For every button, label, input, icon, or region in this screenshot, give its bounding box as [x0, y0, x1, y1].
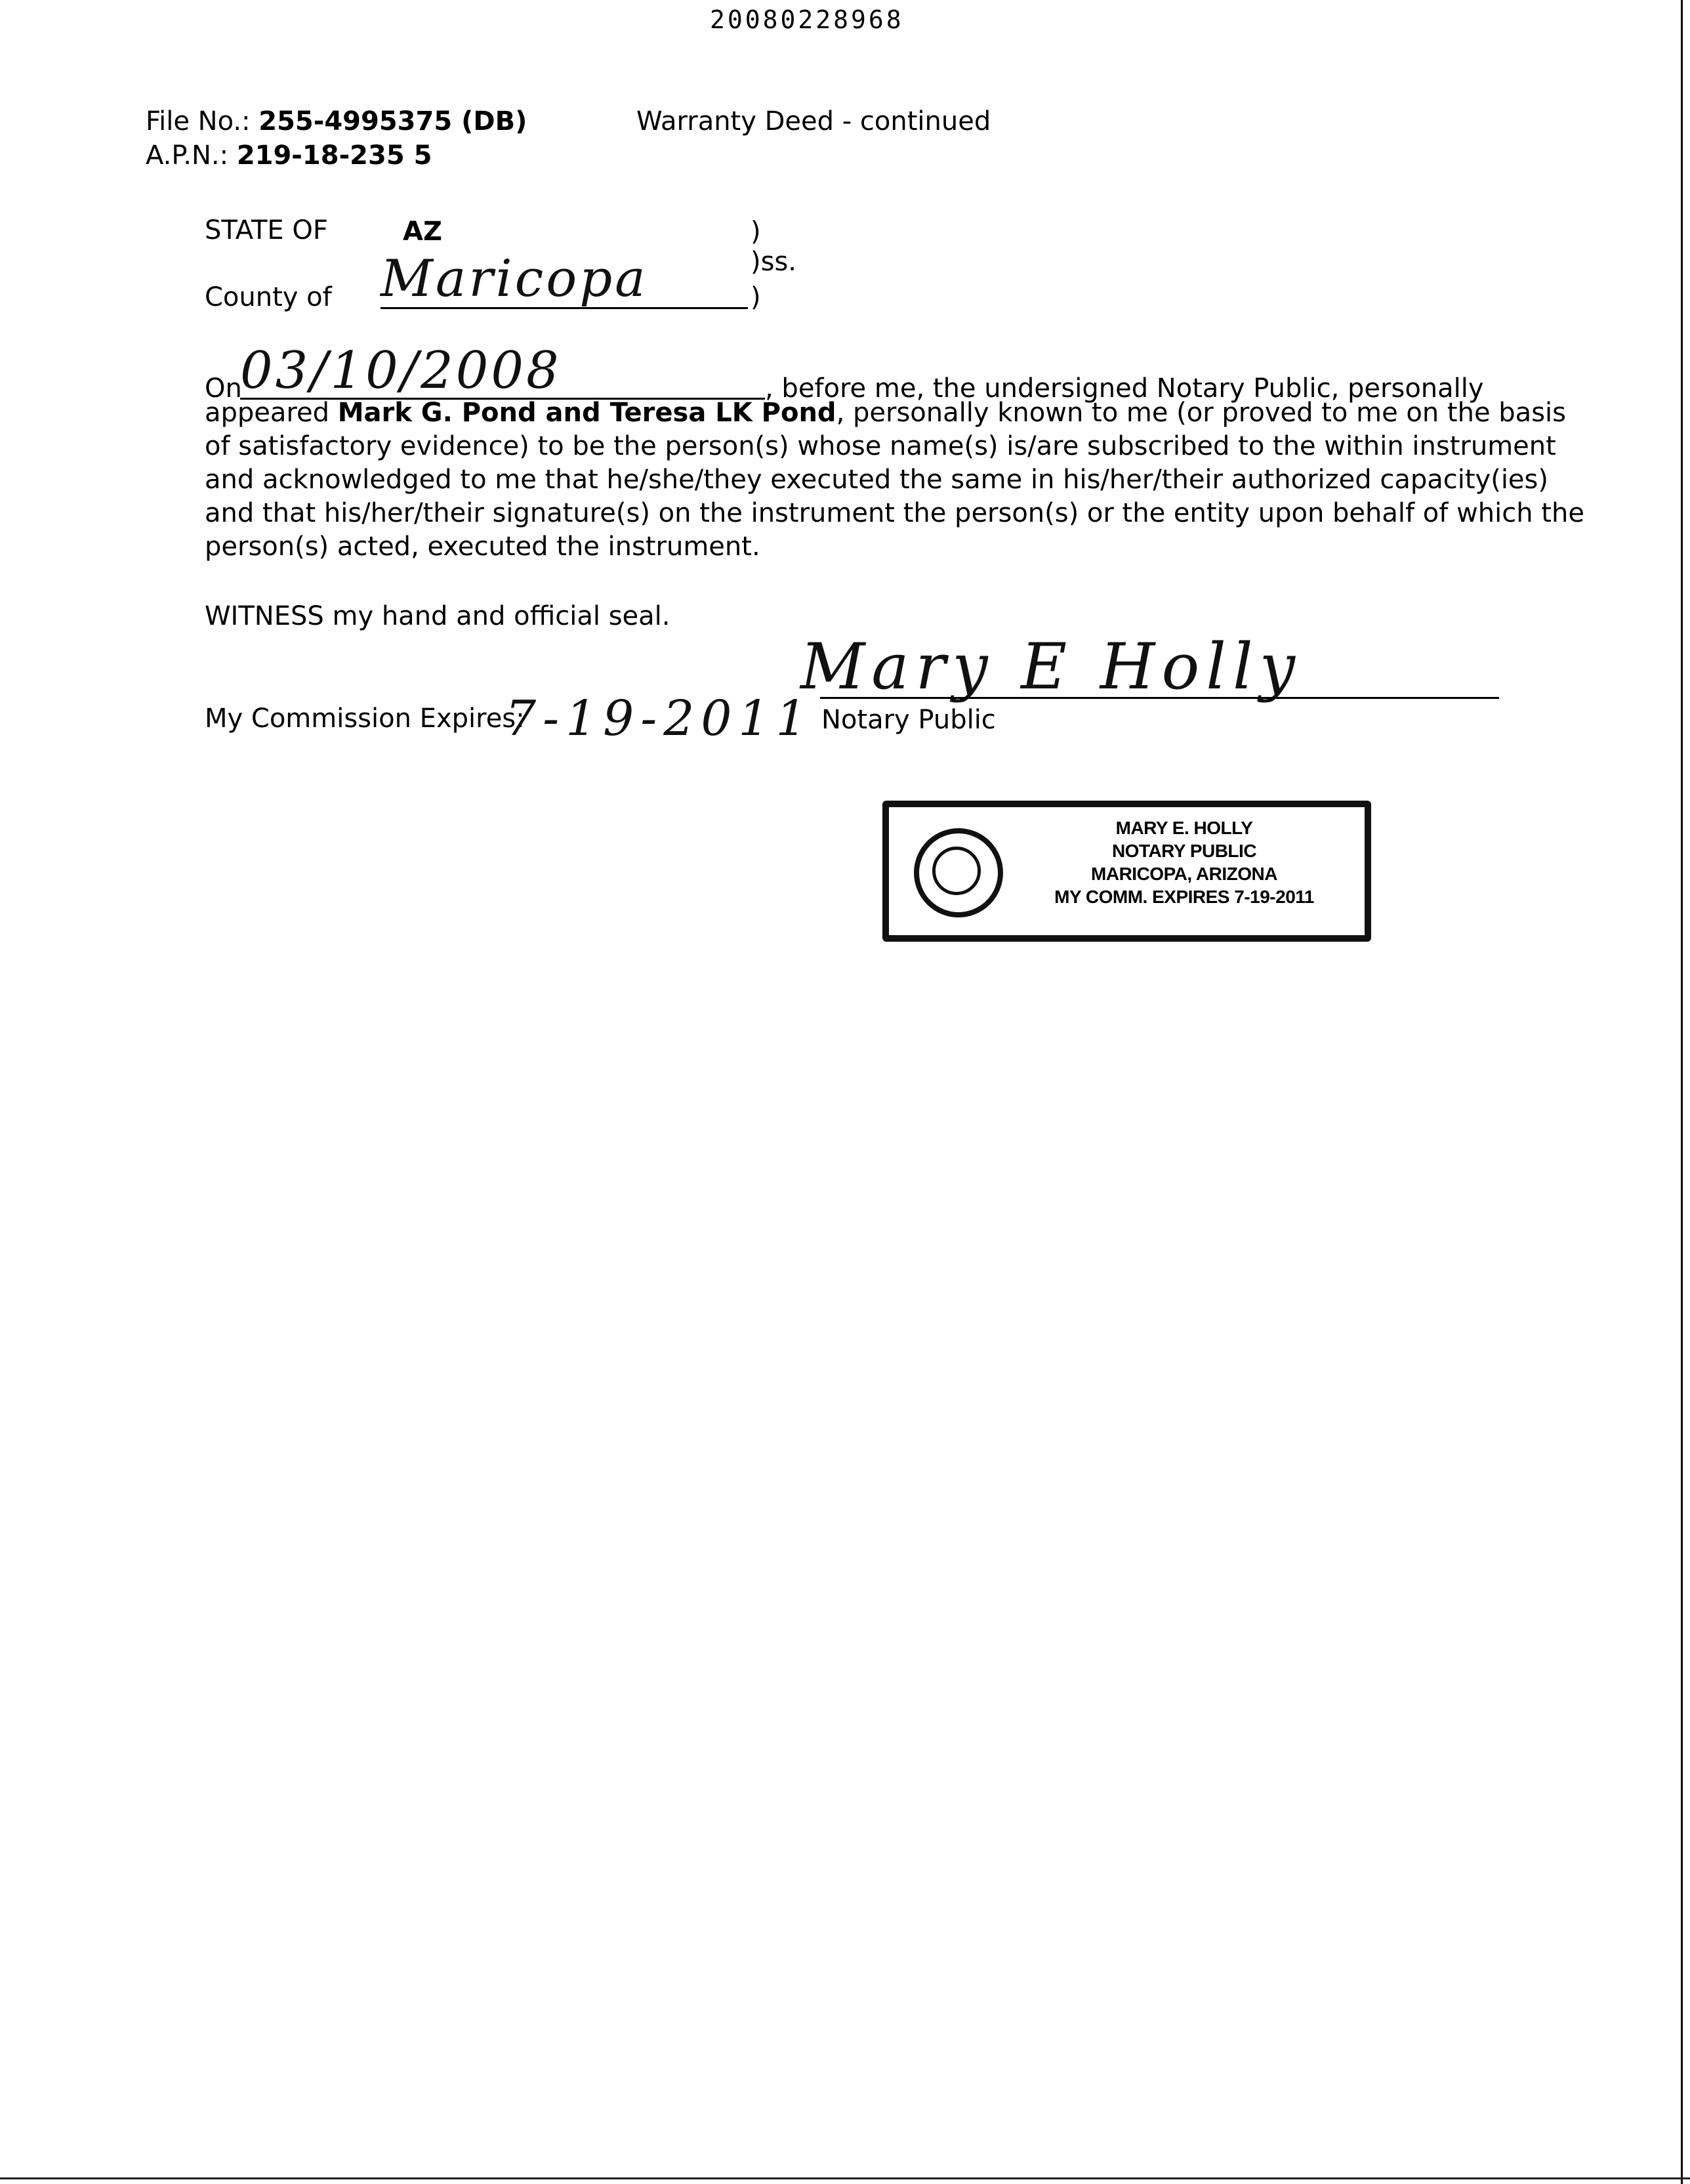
stamp-line-4: MY COMM. EXPIRES 7-19-2011 [1054, 887, 1314, 907]
acknowledgment-date-handwritten: 03/10/2008 [240, 341, 562, 400]
stamp-text [1020, 816, 1348, 908]
venue-ss: )ss. [751, 247, 796, 277]
acknowledgment-line-6: person(s) acted, executed the instrument. [205, 532, 760, 562]
on-label: On [205, 373, 242, 404]
acknowledgment-line-1: , before me, the undersigned Notary Public, personally [765, 373, 1484, 404]
scan-edge-right [1681, 0, 1683, 2184]
scan-edge-bottom [0, 2177, 1690, 2179]
county-label: County of [205, 282, 332, 312]
acknowledgment-paragraph [205, 396, 1584, 564]
stamp-line-1: MARY E. HOLLY [1115, 818, 1253, 838]
apn-value: 219-18-235 5 [236, 140, 432, 171]
venue-paren-close: ) [751, 282, 761, 312]
notary-signature-handwritten: Mary E Holly [800, 630, 1302, 704]
apn-line [146, 139, 432, 172]
county-value-handwritten: Maricopa [381, 249, 648, 308]
file-number-line [146, 105, 527, 138]
state-label: STATE OF [205, 215, 328, 245]
signers-names: Mark G. Pond and Teresa LK Pond [337, 398, 836, 428]
recording-number: 20080228968 [710, 5, 904, 34]
county-underline [381, 307, 748, 309]
venue-paren-open: ) [751, 217, 761, 247]
arizona-seal-icon [914, 828, 1003, 917]
file-number-value: 255-4995375 (DB) [258, 106, 527, 136]
stamp-line-2: NOTARY PUBLIC [1111, 841, 1257, 861]
stamp-line-3: MARICOPA, ARIZONA [1091, 864, 1277, 884]
signature-line [820, 697, 1499, 699]
acknowledgment-line-5: and that his/her/their signature(s) on the instrument the person(s) or the entity upon behalf of which the [205, 498, 1584, 528]
acknowledgment-line-2: appeared Mark G. Pond and Teresa LK Pond, personally known to me (or proved to me on the basis [205, 398, 1566, 428]
apn-label: A.P.N.: [146, 140, 237, 171]
state-value: AZ [403, 217, 442, 247]
commission-expiry-handwritten: 7-19-2011 [505, 690, 814, 747]
acknowledgment-line-3: of satisfactory evidence) to be the person(s) whose name(s) is/are subscribed to the within instrument [205, 431, 1556, 461]
continued-heading: Warranty Deed - continued [636, 106, 991, 136]
acknowledgment-line-4: and acknowledged to me that he/she/they executed the same in his/her/their authorized capacity(ies) [205, 465, 1548, 495]
notary-stamp [882, 801, 1371, 942]
commission-label: My Commission Expires: [205, 704, 525, 734]
file-number-label: File No.: [146, 106, 259, 136]
witness-statement: WITNESS my hand and official seal. [205, 601, 670, 631]
notary-public-label: Notary Public [821, 705, 996, 735]
